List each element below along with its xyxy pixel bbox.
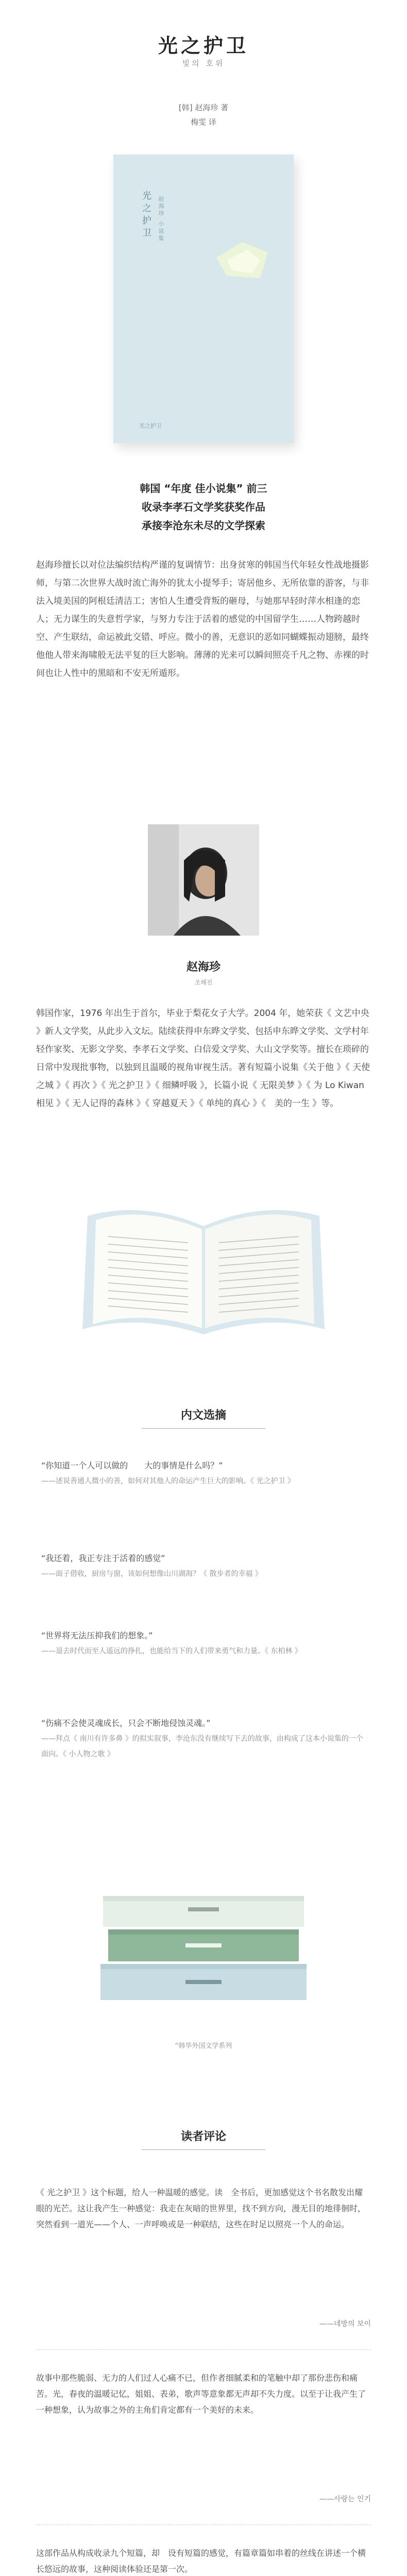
quote-item [41, 1458, 366, 1489]
cover-bottom-text: 光之护卫 [139, 422, 162, 429]
quote-source: ——拜点《 南川有许多鼻 》的拟实叙事，李沧东没有继续写下去的故事，由构成了这本小说集的一个面向。《 小人物之歌 》 [41, 1735, 363, 1758]
cover-title: 光之护卫 [141, 191, 151, 240]
cover-subtitle: 赵海珍 小说集 [158, 196, 164, 243]
quotes-divider [142, 1428, 265, 1429]
quotes-section-title: 内文选摘 [180, 1409, 226, 1422]
review-text: 故事中那些脆弱、无力的人们过人心痛不已，但作者细腻柔和的笔触中却了那份悲伤和痛苦。光，春夜的温暖记忆，姐姐、表弟，歌声等意象都无声却不失力度。以至于让我产生了一种想象，认为故事之外的主角们肯定都有一个美好的未来。 [36, 2373, 366, 2415]
quote-text: “你知道一个人可以做的 大的事情是什么吗？” [41, 1461, 223, 1470]
author-bio: 韩国作家，1976 年出生于首尔，毕业于梨花女子大学。2004 年，她荣获《 文艺中央 》新人文学奖，从此步入文坛。陆续获得申东晔文学奖、包括申东晔文学奖、文学村年轻作家奖、无影文学奖、李孝石文学奖、白信爱文学奖、大山文学奖等。擅长在琐碎的日常中发现批事物，以独到且温暖的视角审视生活。著有短篇小说集《关于他 》《 天使之城 》《 再次 》《 光之护卫 》《 细鳞呼吸 》，长篇小说《 无限美梦 》《 为 Lo Kiwan 相见 》《 无人记得的森林 》《 穿越夏天 》《 单纯的真心 》《 美的一生 》等。 [36, 1008, 370, 1109]
book-cover-image [113, 155, 294, 443]
review-text: 这部作品从构成收录九个短篇，却 设有短篇的感觉，有篇章篇如串着的丝线在讲述一个横长悠远的故事，这种阅读体验还是第一次。 [36, 2548, 366, 2574]
stack-caption: “韩华外国文学系列 [175, 2042, 232, 2050]
quote-source: ——面子借收，厨房与窗，该如何想像山川湖海？《 散步者的幸福 》 [41, 1570, 262, 1578]
reviews-divider [142, 2149, 265, 2150]
quote-text: “伤痛不会使灵魂成长，只会不断地侵蚀灵魂。” [41, 1718, 211, 1728]
quote-source: ——退去时代而至人遥远的挣扎，也能给当下的人们带来勇气和力量。《 东柏林 》 [41, 1647, 302, 1655]
quote-item [41, 1628, 366, 1659]
book-subtitle-korean: 빛의 호위 [182, 59, 225, 68]
intro-line-1: 韩国 “年度 佳小说集” 前三 [140, 482, 267, 495]
translator-line: 梅雯 译 [191, 117, 216, 127]
author-photo [148, 824, 259, 936]
quote-text: “世界将无法压抑我们的想象。” [41, 1631, 153, 1640]
stacked-books-image [88, 1880, 319, 2020]
review-text: 《 光之护卫 》这个标题，给人一种温暖的感觉。读 全书后，更加感觉这个书名散发出耀眼的光芒。这让我产生一种感觉：我走在灰暗的世界里，找不到方向，漫无目的地徘徊时，突然看到一道光——个人、一声呼唤或是一种联结，这些在时足以照亮一个人的命运。 [36, 2188, 366, 2229]
review-signature: ——사랑는 인기 [319, 2495, 371, 2503]
book-title: 光之护卫 [158, 35, 249, 57]
intro-line-2: 收录李孝石文学奖获奖作品 [142, 501, 265, 513]
author-byline: [韩] 赵海珍 著 [178, 103, 229, 112]
intro-highlights [0, 479, 407, 535]
review-signature: ——네방의 보이 [319, 2320, 371, 2328]
book-description: 赵海珍擅长以对位法编织结构严谨的复调情节：出身贫寒的韩国当代年轻女性战地摄影师，与第二次世界大战时流亡海外的犹太小提琴手；寄居他乡、无所依靠的游客，与非法入境美国的阿根廷清洁工；害怕人生遭受背叛的砸母，与她那早轻时萍水相逢的恋人；无力谋生的失意哲学家，与努力专注于活着的感觉的中国留学生……人物跨越时空、产生联结，命运被此交错、呼应。微小的善，无意识的恶如同蝴蝶振动翅膀，最终他他人带来海啸般无法平复的巨大影响。薄薄的光来可以瞬间照亮千凡之物、赤裸的时间也让人性中的黑暗和不安无所遁形。 [36, 560, 369, 679]
quote-item [41, 1716, 366, 1762]
cover-light-shape [211, 237, 273, 283]
reviews-section-title: 读者评论 [180, 2130, 226, 2143]
intro-line-3: 承接李沧东未尽的文学探索 [142, 519, 265, 532]
review-divider [36, 2524, 371, 2525]
author-name-foreign: 조해진 [194, 979, 213, 986]
quote-source: ——述说善通人微小的善，如何对其他人的命运产生巨大的影响。《 光之护卫 》 [41, 1477, 295, 1485]
open-book-image [72, 1195, 335, 1345]
quote-text: “我还着，我正专注于活着的感觉” [41, 1553, 165, 1563]
quote-item [41, 1551, 366, 1582]
review-divider [36, 2349, 371, 2350]
author-name: 赵海珍 [186, 961, 221, 974]
